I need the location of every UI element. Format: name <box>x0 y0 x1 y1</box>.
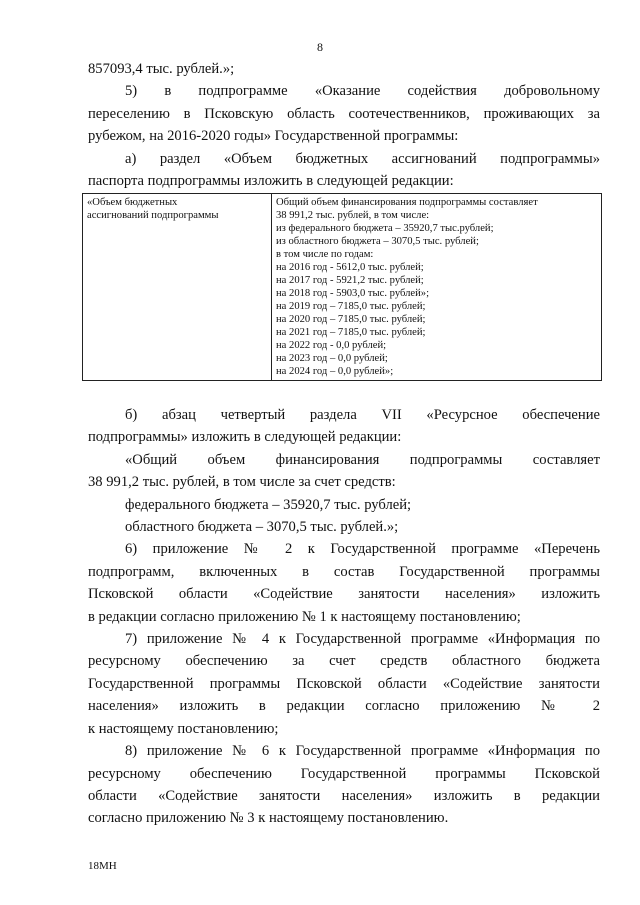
text-line: согласно приложению № 3 к настоящему постановлению. <box>88 810 449 827</box>
text-line: подпрограмм, включенных в состав Государственной программы <box>88 563 600 580</box>
text-block-top <box>88 58 600 192</box>
text-line: б) абзац четвертый раздела VII «Ресурсное обеспечение <box>125 407 600 423</box>
text-line: 7) приложение № 4 к Государственной программе «Информация по <box>125 631 600 648</box>
passport-table <box>82 193 602 381</box>
cell-line: на 2019 год – 7185,0 тыс. рублей; <box>276 301 426 312</box>
table-cell-label <box>83 194 272 381</box>
text-line: областного бюджета – 3070,5 тыс. рублей.»; <box>125 519 399 536</box>
cell-line: на 2018 год - 5903,0 тыс. рублей»; <box>276 288 430 299</box>
text-line: ресурсному обеспечению за счет средств областного бюджета <box>88 653 600 670</box>
cell-line: на 2017 год - 5921,2 тыс. рублей; <box>276 275 424 286</box>
text-line: подпрограммы» изложить в следующей редакции: <box>88 429 402 446</box>
text-line: 857093,4 тыс. рублей.»; <box>88 61 235 77</box>
cell-line: на 2024 год – 0,0 рублей»; <box>276 366 394 377</box>
cell-line: ассигнований подпрограммы <box>87 210 219 221</box>
table-cell-financing <box>272 194 602 381</box>
cell-line: 38 991,2 тыс. рублей, в том числе: <box>276 210 430 221</box>
cell-line: из областного бюджета – 3070,5 тыс. рублей; <box>276 236 479 247</box>
text-line: 6) приложение № 2 к Государственной программе «Перечень <box>125 541 600 558</box>
text-line: к настоящему постановлению; <box>88 720 279 737</box>
text-line: 5) в подпрограмме «Оказание содействия добровольному <box>125 83 600 100</box>
text-line: Псковской области «Содействие занятости населения» изложить <box>88 586 600 603</box>
text-line: Государственной программы Псковской области «Содействие занятости <box>88 675 600 692</box>
cell-line: из федерального бюджета – 35920,7 тыс.рублей; <box>276 223 494 234</box>
cell-line: на 2021 год – 7185,0 тыс. рублей; <box>276 327 426 338</box>
cell-line: на 2016 год - 5612,0 тыс. рублей; <box>276 262 424 273</box>
text-line: ресурсному обеспечению Государственной программы Псковской <box>88 765 600 782</box>
text-line: «Общий объем финансирования подпрограммы составляет <box>125 451 600 468</box>
text-line: федерального бюджета – 35920,7 тыс. рублей; <box>125 496 412 513</box>
cell-line: «Объем бюджетных <box>87 197 178 208</box>
text-line: 8) приложение № 6 к Государственной программе «Информация по <box>125 743 600 760</box>
cell-line: на 2020 год – 7185,0 тыс. рублей; <box>276 314 426 325</box>
table-row <box>83 194 602 381</box>
text-line: области «Содействие занятости населения» изложить в редакции <box>88 787 600 804</box>
cell-line: на 2022 год - 0,0 рублей; <box>276 340 387 351</box>
text-line: населения» изложить в редакции согласно приложению № 2 <box>88 698 600 715</box>
text-block-bottom <box>88 404 600 830</box>
text-line: переселению в Псковскую область соотечественников, проживающих за <box>88 105 600 122</box>
page-number: 8 <box>317 40 323 54</box>
text-line: 38 991,2 тыс. рублей, в том числе за счет средств: <box>88 474 396 491</box>
text-line: в редакции согласно приложению № 1 к настоящему постановлению; <box>88 608 521 625</box>
text-line: а) раздел «Объем бюджетных ассигнований подпрограммы» <box>125 150 600 167</box>
text-line: паспорта подпрограммы изложить в следующей редакции: <box>88 173 454 190</box>
cell-line: на 2023 год – 0,0 рублей; <box>276 353 388 364</box>
cell-line: в том числе по годам: <box>276 249 374 260</box>
text-line: рубежом, на 2016-2020 годы» Государственной программы: <box>88 128 459 145</box>
cell-line: Общий объем финансирования подпрограммы составляет <box>276 197 538 208</box>
footer-code: 18МН <box>88 860 117 872</box>
